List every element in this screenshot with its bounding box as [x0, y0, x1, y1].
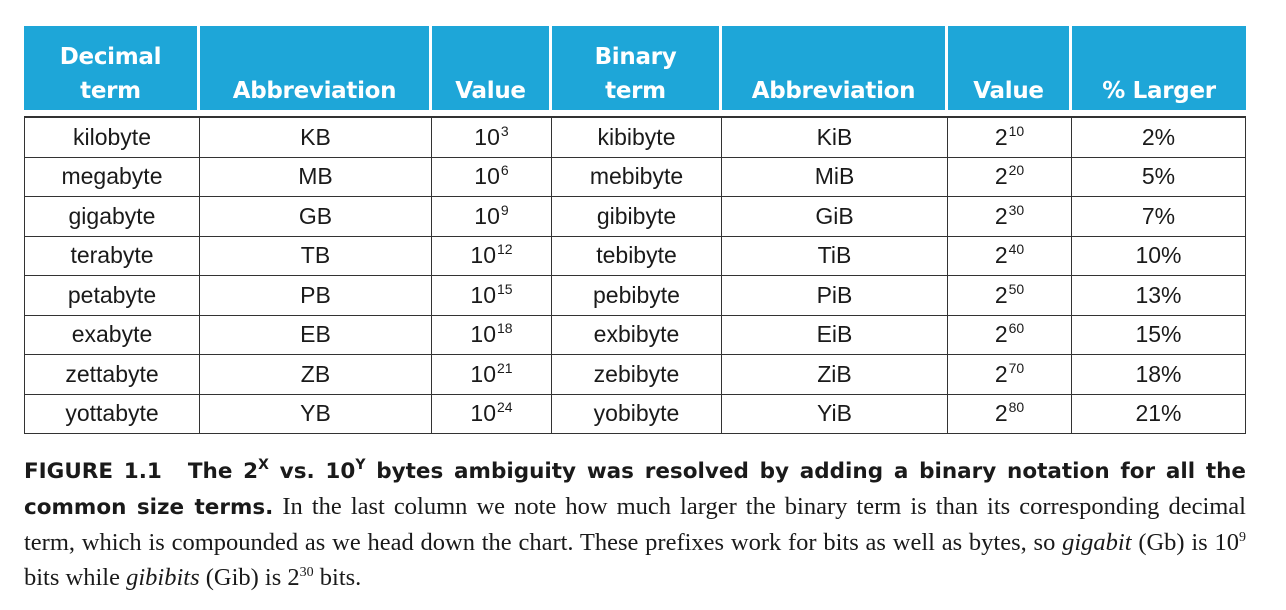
decimal-value-cell: [432, 276, 552, 316]
header-line2: % Larger: [1102, 78, 1216, 104]
power-value: [470, 242, 512, 268]
power-exponent: 18: [497, 320, 513, 337]
power-exponent: 3: [500, 122, 509, 139]
header-decimal-value: [432, 26, 552, 110]
power-value: [995, 163, 1024, 189]
power-value: [470, 400, 512, 426]
power-exponent: 15: [497, 280, 513, 297]
caption-text: bits while: [24, 564, 127, 591]
binary-value-cell: [948, 395, 1072, 435]
table-row: [24, 316, 1246, 356]
decimal-value-cell: [432, 395, 552, 435]
decimal-term-cell: gigabyte: [24, 197, 200, 237]
header-line2: term: [605, 78, 666, 104]
caption-text: (Gb) is 10: [1131, 529, 1239, 556]
binary-abbreviation-cell: YiB: [722, 395, 948, 435]
power-base: 2: [994, 242, 1008, 269]
decimal-value-cell: [432, 237, 552, 277]
binary-abbreviation-cell: TiB: [722, 237, 948, 277]
header-line2: term: [80, 78, 141, 104]
table-body: [24, 110, 1246, 434]
binary-abbreviation-cell: KiB: [722, 116, 948, 158]
binary-value-cell: [948, 316, 1072, 356]
caption-italic-term: gibibits: [126, 564, 200, 591]
power-base: 10: [474, 123, 500, 150]
power-value: [995, 242, 1024, 268]
power-value: [995, 321, 1024, 347]
table-row: [24, 276, 1246, 316]
caption-text: (Gib) is 2: [199, 564, 300, 591]
figure-label: FIGURE 1.1: [24, 459, 162, 484]
header-line1: Binary: [594, 44, 677, 70]
decimal-abbreviation-cell: EB: [200, 316, 432, 356]
title-text: vs. 10: [268, 459, 356, 484]
percent-larger-cell: 10%: [1072, 237, 1246, 277]
decimal-term-cell: petabyte: [24, 276, 200, 316]
power-exponent: 40: [1008, 241, 1025, 258]
power-exponent: 30: [1008, 201, 1025, 218]
binary-value-cell: [948, 276, 1072, 316]
power-exponent: 60: [1008, 320, 1025, 337]
title-text: bytes ambiguity was resolved by adding a binary notation for all the common size terms.: [24, 459, 1247, 520]
decimal-value-cell: [432, 116, 552, 158]
binary-value-cell: [948, 158, 1072, 198]
power-value: [995, 361, 1024, 387]
header-binary-value: [948, 26, 1072, 110]
power-exponent: 24: [497, 399, 513, 416]
table-header: [24, 26, 1246, 110]
decimal-term-cell: kilobyte: [24, 116, 200, 158]
table-row: [24, 395, 1246, 435]
caption-text: In the last column we note how much larger the binary term is than its corresponding decimal term, which is compounded as we head down the chart. These prefixes work for bits as well as bytes, so: [24, 493, 1246, 556]
percent-larger-cell: 18%: [1072, 355, 1246, 395]
power-base: 10: [470, 360, 496, 387]
power-base: 2: [994, 123, 1008, 150]
power-exponent: 9: [500, 201, 509, 218]
title-text: The 2: [187, 459, 259, 484]
binary-term-cell: gibibyte: [552, 197, 722, 237]
power-exponent: 12: [497, 241, 513, 258]
power-exponent: 10: [1008, 122, 1025, 139]
power-value: [474, 163, 508, 189]
percent-larger-cell: 21%: [1072, 395, 1246, 435]
header-percent-larger: [1072, 26, 1246, 110]
decimal-value-cell: [432, 316, 552, 356]
binary-value-cell: [948, 237, 1072, 277]
power-value: [995, 203, 1024, 229]
decimal-abbreviation-cell: YB: [200, 395, 432, 435]
header-binary-abbreviation: [722, 26, 948, 110]
power-value: [470, 321, 512, 347]
power-base: 2: [994, 281, 1008, 308]
binary-value-cell: [948, 116, 1072, 158]
binary-term-cell: tebibyte: [552, 237, 722, 277]
header-decimal-abbreviation: [200, 26, 432, 110]
caption-text: bits.: [313, 564, 362, 591]
power-value: [995, 124, 1024, 150]
power-exponent: 20: [1008, 162, 1025, 179]
power-base: 10: [470, 321, 496, 348]
size-terms-table-container: [24, 26, 1246, 434]
header-binary-term: [552, 26, 722, 110]
decimal-abbreviation-cell: GB: [200, 197, 432, 237]
decimal-term-cell: yottabyte: [24, 395, 200, 435]
decimal-term-cell: exabyte: [24, 316, 200, 356]
power-exponent: 50: [1008, 280, 1025, 297]
decimal-abbreviation-cell: PB: [200, 276, 432, 316]
binary-value-cell: [948, 197, 1072, 237]
power-value: [470, 282, 512, 308]
binary-abbreviation-cell: MiB: [722, 158, 948, 198]
figure-caption: [24, 453, 1246, 595]
table-row: [24, 197, 1246, 237]
power-exponent: 80: [1008, 399, 1025, 416]
percent-larger-cell: 2%: [1072, 116, 1246, 158]
binary-abbreviation-cell: ZiB: [722, 355, 948, 395]
header-row: [24, 26, 1246, 110]
percent-larger-cell: 5%: [1072, 158, 1246, 198]
power-base: 2: [994, 321, 1008, 348]
power-base: 10: [474, 202, 500, 229]
header-line2: Abbreviation: [751, 78, 916, 104]
caption-superscript: 30: [299, 565, 314, 580]
power-value: [474, 124, 508, 150]
power-base: 2: [994, 400, 1008, 427]
table-row: [24, 237, 1246, 277]
caption-italic-term: gigabit: [1062, 529, 1132, 556]
header-decimal-term: [24, 26, 200, 110]
power-base: 2: [994, 360, 1008, 387]
decimal-value-cell: [432, 355, 552, 395]
decimal-value-cell: [432, 197, 552, 237]
decimal-term-cell: terabyte: [24, 237, 200, 277]
table-row: [24, 355, 1246, 395]
binary-term-cell: mebibyte: [552, 158, 722, 198]
caption-superscript: 9: [1239, 530, 1246, 545]
binary-term-cell: yobibyte: [552, 395, 722, 435]
size-terms-table: [24, 26, 1246, 434]
power-base: 2: [994, 163, 1008, 190]
binary-term-cell: kibibyte: [552, 116, 722, 158]
binary-value-cell: [948, 355, 1072, 395]
power-value: [995, 400, 1024, 426]
percent-larger-cell: 7%: [1072, 197, 1246, 237]
header-line2: Value: [973, 78, 1044, 104]
header-line2: Abbreviation: [232, 78, 397, 104]
decimal-abbreviation-cell: TB: [200, 237, 432, 277]
power-base: 2: [994, 202, 1008, 229]
percent-larger-cell: 13%: [1072, 276, 1246, 316]
decimal-term-cell: zettabyte: [24, 355, 200, 395]
binary-abbreviation-cell: PiB: [722, 276, 948, 316]
power-base: 10: [470, 400, 496, 427]
decimal-abbreviation-cell: MB: [200, 158, 432, 198]
power-base: 10: [470, 242, 496, 269]
decimal-abbreviation-cell: KB: [200, 116, 432, 158]
binary-abbreviation-cell: GiB: [722, 197, 948, 237]
title-superscript: X: [258, 457, 269, 473]
power-value: [995, 282, 1024, 308]
header-line1: Decimal: [59, 44, 162, 70]
decimal-value-cell: [432, 158, 552, 198]
header-line2: Value: [455, 78, 526, 104]
binary-term-cell: exbibyte: [552, 316, 722, 356]
table-row: [24, 158, 1246, 198]
table-row: [24, 116, 1246, 158]
power-value: [474, 203, 508, 229]
binary-term-cell: pebibyte: [552, 276, 722, 316]
percent-larger-cell: 15%: [1072, 316, 1246, 356]
power-base: 10: [474, 163, 500, 190]
power-exponent: 6: [500, 162, 509, 179]
binary-abbreviation-cell: EiB: [722, 316, 948, 356]
power-value: [470, 361, 512, 387]
power-exponent: 21: [497, 359, 513, 376]
power-exponent: 70: [1008, 359, 1025, 376]
decimal-term-cell: megabyte: [24, 158, 200, 198]
power-base: 10: [470, 281, 496, 308]
decimal-abbreviation-cell: ZB: [200, 355, 432, 395]
title-superscript: Y: [355, 457, 366, 473]
binary-term-cell: zebibyte: [552, 355, 722, 395]
